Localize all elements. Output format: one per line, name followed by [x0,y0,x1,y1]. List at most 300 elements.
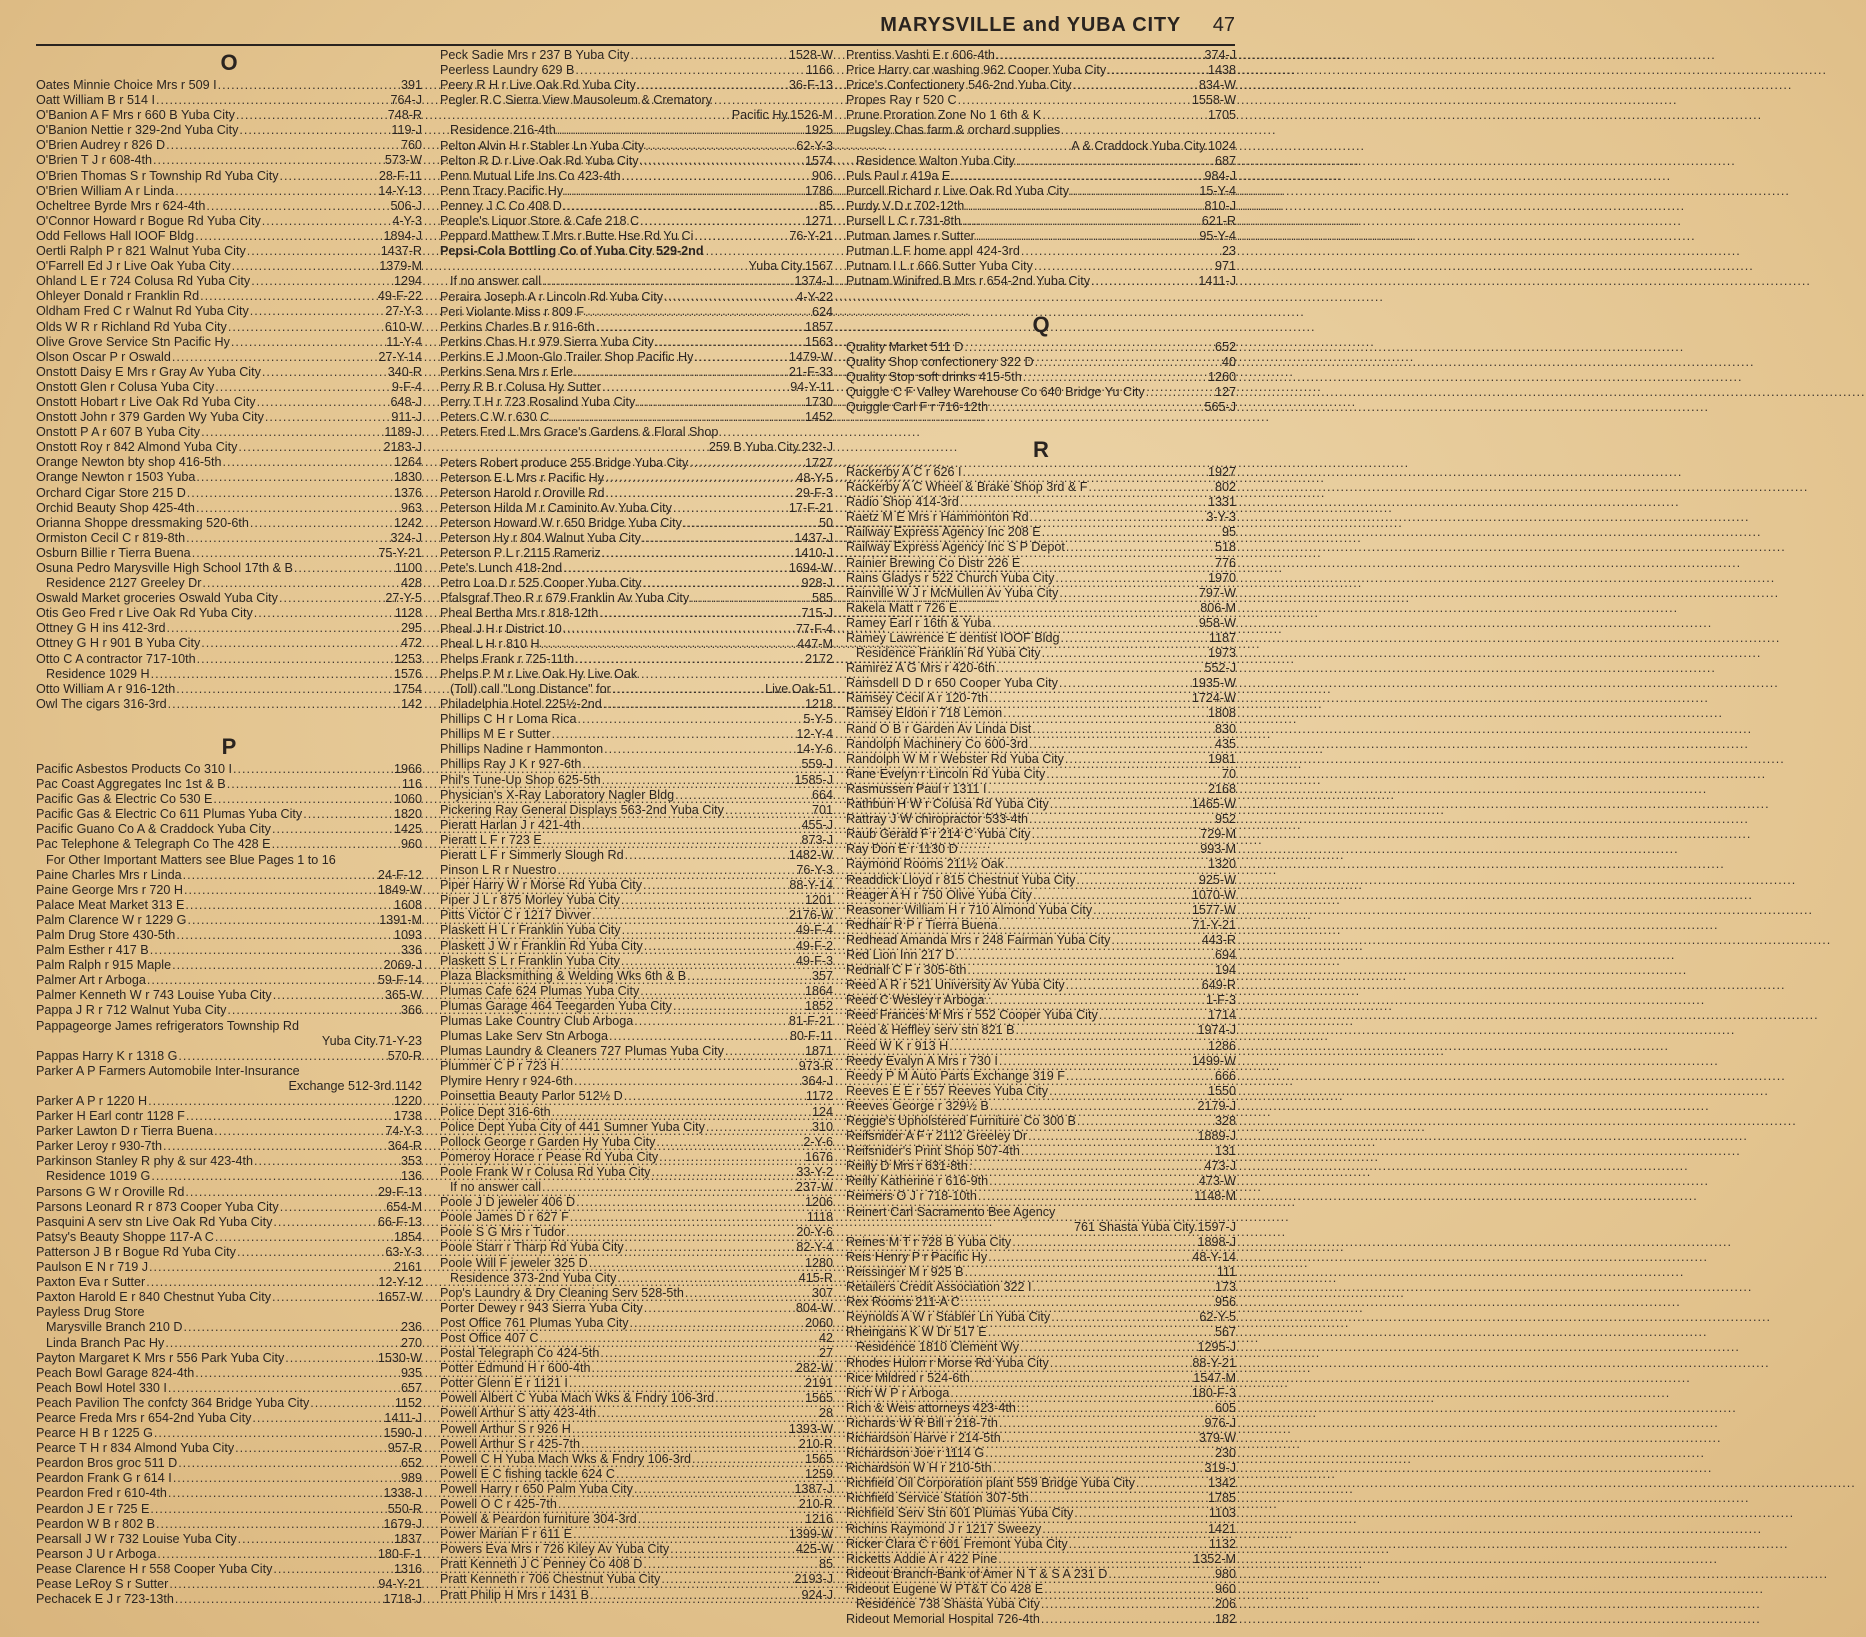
listing-entry [846,857,1236,872]
listing-entry [846,1491,1236,1506]
listing-name: Redhair R P r Tierra Buena [846,917,998,932]
leader-dots [996,661,1203,676]
listing-name: Perkins Chas H r 979 Sierra Yuba City [440,334,654,349]
leader-dots [599,606,800,621]
phone-number: 88-Y-14 [789,878,833,893]
phone-number: 15-Y-4 [1199,183,1236,198]
listing-name: Peters Robert produce 255 Bridge Yuba City [440,455,689,470]
phone-number: 365-W [384,988,422,1003]
listing-entry [36,304,422,319]
listing-entry [440,1059,833,1074]
phone-number: 1738 [393,1109,422,1124]
listing-subentry [36,576,422,591]
listing-entry [440,501,833,516]
listing-entry [846,1612,1236,1627]
listing-name: Pacific Asbestos Products Co 310 I [36,761,233,776]
phone-number: 1894-J [383,228,422,243]
leader-dots [1074,1506,1208,1521]
phone-number: 3-Y-3 [1206,510,1236,525]
listing-entry [36,1139,422,1154]
leader-dots [644,1301,795,1316]
leader-dots [1015,1023,1196,1038]
listing-name: Paine George Mrs r 720 H [36,882,183,897]
leader-dots [223,455,393,470]
listing-name: Quality Shop confectionery 322 D [846,354,1034,369]
leader-dots [1012,1235,1196,1250]
phone-number: 1410-J [794,546,833,561]
listing-entry [36,988,422,1003]
phone-number: 1316 [393,1561,422,1576]
listing-name: Ramsey Cecil A r 120-7th [846,691,989,706]
listing-entry [440,531,833,546]
leader-dots [1076,873,1198,888]
phone-number: 49-F-4 [795,923,833,938]
listing-name: Pasquini A serv stn Live Oak Rd Yuba City [36,1214,273,1229]
listing-entry [440,199,833,214]
listing-name: Rideout Memorial Hospital 726-4th [846,1612,1040,1627]
listing-entry [846,1401,1236,1416]
phone-number: 1264 [393,455,422,470]
listing-entry [440,1376,833,1391]
listing-name: Peterson Harold r Oroville Rd [440,485,605,500]
leader-dots [1029,737,1214,752]
listing-name: Powell Arthur S r 425-7th [440,1436,581,1451]
listing-entry [846,767,1236,782]
leader-dots [167,621,400,636]
leader-dots [592,1361,795,1376]
phone-number: 1837 [393,1531,422,1546]
listing-entry [846,108,1236,123]
listing-entry [846,631,1236,646]
leader-dots [213,792,393,807]
phone-number: 49-F-2 [795,938,833,953]
listing-name: Putman James r Sutter [846,229,975,244]
phone-number: 447-M [797,636,833,651]
phone-number: 1563 [804,334,833,349]
phone-number: 1465-W [1191,797,1236,812]
phone-number: 50 [818,515,833,530]
directory-column-2 [440,48,833,1633]
phone-number: 1103 [1208,1506,1236,1521]
listing-name: Pheal L H r 810 H [440,636,540,651]
listing-entry [36,697,422,712]
phone-number: 1218 [804,697,833,712]
listing-name: Osburn Billie r Tierra Buena [36,545,191,560]
listing-entry [36,274,422,289]
listing-line: Pappageorge James refrigerators Township Rd [36,1018,299,1033]
listing-subentry [846,646,1236,661]
leader-dots [1093,903,1191,918]
leader-dots [965,1265,1216,1280]
leader-dots [1041,1597,1214,1612]
leader-dots [644,939,795,954]
listing-name: Richards W R Bill r 218-7th [846,1415,998,1430]
listing-name: Peerless Laundry 629 B [440,63,575,78]
leader-dots [694,350,788,365]
listing-entry [36,943,422,958]
listing-name: Pomeroy Horace r Pease Rd Yuba City [440,1149,659,1164]
phone-number: 797-W [1198,585,1236,600]
listing-name: Pappa J R r 712 Walnut Yuba City [36,1003,227,1018]
leader-dots [183,1320,400,1335]
leader-dots [1136,1476,1207,1491]
phone-number: 559-J [801,757,833,772]
leader-dots [215,380,391,395]
leader-dots [195,1366,400,1381]
leader-dots [236,108,387,123]
leader-dots [1042,525,1221,540]
listing-entry [846,48,1236,63]
listing-name: Perkins Charles B r 916-6th [440,319,595,334]
listing-name: Parker A P r 1220 H [36,1094,148,1108]
phone-number: 1550 [1207,1083,1236,1098]
phone-number: 1220 [393,1094,422,1108]
phone-number: 94-Y-21 [378,1577,422,1591]
listing-subentry [846,154,1236,169]
phone-number: 565-J [1204,399,1236,414]
listing-name: Puls Paul r 419a E [846,168,951,183]
listing-name: Quality Market 511 D [846,339,964,354]
listing-name: Ricketts Addie A r 422 Pine [846,1551,998,1566]
listing-entry [846,661,1236,676]
leader-dots [1042,108,1207,123]
listing-entry [440,63,833,78]
listing-entry [440,818,833,833]
phone-number: 2193-J [794,1572,833,1587]
listing-continuation: Yuba City.71-Y-23 [321,1033,422,1048]
leader-dots [184,883,377,898]
leader-dots [254,1154,400,1169]
listing-entry [846,1054,1236,1069]
phone-number: 1172 [805,1089,833,1104]
leader-dots [971,1371,1192,1386]
leader-dots [589,1256,804,1271]
leader-dots [1032,827,1200,842]
listing-name: Olson Oscar P r Oswald [36,349,171,364]
listing-entry [846,385,1236,400]
leader-dots [574,1074,801,1089]
phone-number: 570-R [387,1048,422,1063]
phone-number: 443-R [1201,932,1236,947]
listing-name: (Toll) call "Long Distance" for [450,681,611,696]
listing-name: Oertli Ralph P r 821 Walnut Yuba City [36,244,246,259]
listing-name: Palmer Kenneth W r 743 Louise Yuba City [36,988,272,1003]
listing-entry [440,1301,833,1316]
leader-dots [622,923,795,938]
listing-name: Residence 738 Shasta Yuba City [856,1597,1040,1611]
leader-dots [692,1452,804,1467]
phone-number: 976-J [1204,1415,1236,1430]
listing-name: Peardon J E r 725 E [36,1501,150,1516]
listing-entry [846,1476,1236,1491]
listing-name: Rich W P r Arboga [846,1385,950,1400]
leader-dots [1002,1431,1198,1446]
listing-entry [36,1441,422,1456]
leader-dots [602,773,794,788]
leader-dots [661,1572,793,1587]
listing-entry [846,78,1236,93]
phone-number: 85 [818,1557,833,1572]
leader-dots [987,782,1207,797]
phone-number: 958-W [1198,615,1236,630]
phone-number: 75-Y-21 [378,545,422,560]
leader-dots [1003,706,1207,721]
listing-entry [846,1008,1236,1023]
leader-dots [585,305,811,320]
listing-name: Phillips M E r Sutter [440,727,551,742]
listing-entry [440,1029,833,1044]
phone-number: 1857 [804,319,833,334]
listing-entry [846,1129,1236,1144]
phone-number: 764-J [390,93,422,108]
leader-dots [1108,1567,1214,1582]
phone-number: 1530-W [377,1350,422,1365]
phone-number: 1260 [1207,369,1236,384]
listing-entry [36,1351,422,1366]
phone-number: 40 [1221,354,1236,369]
listing-entry [440,1452,833,1467]
phone-number: 1574 [804,153,833,168]
listing-entry [846,400,1236,415]
listing-name: Purcell Richard r Live Oak Rd Yuba City [846,183,1070,198]
leader-dots [694,229,788,244]
listing-entry [846,1144,1236,1159]
listing-entry [440,742,833,757]
listing-name: Rich & Weis attorneys 423-4th [846,1400,1016,1415]
phone-number: 1411-J [1198,274,1236,289]
listing-name: Penn Tracy Pacific Hy [440,183,564,198]
listing-name: Post Office 407 C [440,1330,539,1345]
phone-number: 80-F-11 [789,1029,833,1044]
listing-name: Prentiss Vashti E r 606-4th [846,48,995,62]
listing-name: Reedy Evalyn A Mrs r 730 I [846,1053,998,1068]
listing-name: Reilly Katherine r 616-9th [846,1174,989,1189]
listing-entry [36,184,422,199]
phone-number: 1981 [1207,751,1236,766]
phone-number: 24-F-12 [377,867,422,882]
listing-entry [36,792,422,807]
phone-number: 1927 [1207,464,1236,479]
phone-number: 1100 [394,561,422,575]
listing-entry [36,1124,422,1139]
phone-number: 428 [400,576,422,591]
listing-continuation: Pacific Hy.1526-M [731,108,833,123]
listing-name: O'Brien T J r 608-4th [36,153,153,168]
listing-entry [440,622,833,637]
listing-name: Pursell L C r 731-8th [846,214,962,229]
phone-number: 366 [400,1003,422,1018]
phone-number: 74-Y-3 [385,1124,422,1139]
phone-number: Live Oak-51 [765,681,833,696]
leader-dots [303,807,393,822]
listing-name: Putman L F home appl 424-3rd [846,244,1020,259]
listing-entry [846,1023,1236,1038]
phone-number: 71-Y-21 [1192,917,1236,932]
listing-entry [36,652,422,667]
listing-entry [846,556,1236,571]
leader-dots [172,350,378,365]
listing-entry [36,1230,422,1245]
listing-name: Redhead Amanda Mrs r 248 Fairman Yuba City [846,932,1111,947]
listing-subentry [846,1597,1236,1612]
listing-name: Peardon Bros groc 511 D [36,1456,178,1471]
leader-dots [603,697,804,712]
leader-dots [272,822,393,837]
leader-dots [227,1003,400,1018]
phone-number: 455-J [801,817,833,832]
leader-dots [175,184,377,199]
leader-dots [958,93,1191,108]
leader-dots [1042,1522,1207,1537]
phone-number: 1657-W [377,1290,422,1305]
listing-line: Pegler R C Sierra View Mausoleum & Crematory [440,93,713,108]
phone-number: 2191 [804,1376,833,1391]
phone-number: 2060 [804,1315,833,1330]
listing-entry [846,465,1236,480]
listing-name: Phillips Nadine r Hammonton [440,742,604,757]
listing-name: Orange Newton bty shop 416-5th [36,455,222,470]
leader-dots [1061,631,1208,646]
phone-number: 1242 [393,515,422,530]
phone-number: 473-W [1198,1174,1236,1189]
listing-entry [440,214,833,229]
listing-name: Poole Starr r Tharp Rd Yuba City [440,1240,624,1255]
listing-entry [440,1467,833,1482]
leader-dots [640,984,804,999]
listing-entry [440,1437,833,1452]
phone-number: 206 [1214,1597,1236,1611]
listing-name: Ray Don E r 1130 D [846,842,958,857]
phone-number: 210-R [798,1497,833,1511]
listing-name: Pelton R D r Live Oak Rd Yuba City [440,153,639,168]
phone-number: 14-Y-13 [378,183,422,198]
listing-name: Philadelphia Hotel 225½-2nd [440,697,602,712]
listing-entry [440,1542,833,1557]
listing-name: Parker Leroy r 930-7th [36,1139,162,1154]
listing-name: Poole Will F jeweler 325 D [440,1255,588,1270]
listing-name: Rhodes Hulon r Morse Rd Yuba City [846,1355,1049,1370]
listing-entry [440,606,833,621]
listing-name: Patsy's Beauty Shoppe 117-A C [36,1229,214,1244]
phone-number: 20-Y-6 [796,1225,833,1240]
listing-name: Palm Esther r 417 B [36,943,149,958]
listing-entry [440,1210,833,1225]
leader-dots [1029,812,1214,827]
listing-entry [440,652,833,667]
listing-name: O'Banion A F Mrs r 660 B Yuba City [36,108,235,123]
listing-name: Pearce H B r 1225 G [36,1426,153,1441]
phone-number: 1565 [804,1451,833,1466]
phone-number: 694 [1214,947,1236,962]
listing-entry [36,1471,422,1486]
listing-entry [440,290,833,305]
leader-dots [1020,1340,1196,1355]
leader-dots [254,606,394,621]
phone-number: 648-J [390,394,422,409]
listing-entry [36,365,422,380]
listing-name: Phelps Frank r 725-11th [440,651,575,666]
listing-subentry [846,1340,1236,1355]
listing-name: Pearce T H r 834 Almond Yuba City [36,1441,235,1456]
leader-dots [543,833,801,848]
listing-entry [36,501,422,516]
phone-number: 1425 [393,822,422,837]
listing-name: Payton Margaret K Mrs r 556 Park Yuba City [36,1350,285,1365]
phone-number: 1694-W [788,561,833,576]
leader-dots [621,893,804,908]
listing-entry [36,762,422,777]
listing-name: O'Brien William A r Linda [36,183,175,198]
phone-number: 1253 [393,651,422,666]
listing-continuation: 761 Shasta Yuba City.1597-J [1074,1219,1236,1234]
listing-entry [36,1411,422,1426]
phone-number: 701 [811,802,833,817]
listing-name: Rakela Matt r 726 E [846,600,958,615]
leader-dots [1016,154,1214,169]
listing-name: Rathbun H W r Colusa Rd Yuba City [846,797,1049,812]
leader-dots [602,380,789,395]
listing-name: Rains Gladys r 522 Church Yuba City [846,570,1055,585]
listing-entry [846,1114,1236,1129]
leader-dots [597,1406,818,1421]
leader-dots [560,1059,797,1074]
leader-dots [550,410,804,425]
listing-entry [440,320,833,335]
listing-entry [36,455,422,470]
phone-number: 1352-M [1193,1551,1236,1566]
phone-number: 657 [400,1380,422,1395]
listing-entry [36,531,422,546]
listing-continuation: Exchange 512-3rd.1142 [288,1078,422,1093]
listing-name: Peri Violante Miss r 809 F [440,304,584,319]
phone-number: 1132 [1208,1536,1236,1551]
listing-name: Penn Mutual Life Ins Co 423-4th [440,168,621,183]
leader-dots [176,682,393,697]
leader-dots [1023,370,1207,385]
listing-name: Perkins E J Moon-Glo Trailer Shop Pacific Hy [440,349,694,364]
leader-dots [1059,586,1198,601]
listing-entry [846,525,1236,540]
phone-number: 319-J [1204,1461,1236,1476]
listing-name: Pollock George r Garden Hy Yuba City [440,1134,656,1149]
listing-entry [846,797,1236,812]
listing-name: Powell Albert C Yuba Mach Wks & Fndry 106-3rd [440,1391,715,1406]
phone-number: 760 [400,138,422,153]
phone-number: 1128 [394,606,422,621]
listing-name: Reissinger M r 925 B [846,1264,964,1279]
listing-name: Plaskett H L r Franklin Yuba City [440,923,621,938]
listing-name: Plaskett S L r Franklin Yuba City [440,953,620,968]
phone-number: 1785 [1207,1491,1236,1506]
leader-dots [675,788,811,803]
listing-entry [36,1562,422,1577]
phone-number: 1421 [1207,1521,1236,1536]
listing-name: Powell O C r 425-7th [440,1497,557,1511]
running-head: MARYSVILLE and YUBA CITY [880,14,1181,36]
leader-dots [1021,244,1221,259]
listing-name: Peck Sadie Mrs r 237 B Yuba City [440,48,630,62]
listing-entry [440,878,833,893]
listing-name: Peardon W B r 802 B [36,1516,156,1531]
phone-number: 2069-J [383,958,422,973]
listing-name: Red Lion Inn 217 D [846,947,955,962]
leader-dots [576,1195,804,1210]
listing-entry [846,1235,1236,1250]
listing-entry [440,1316,833,1331]
leader-dots [228,320,384,335]
listing-name: Reimers O J r 718-10th [846,1189,977,1204]
phone-number: 29-F-3 [795,485,833,500]
